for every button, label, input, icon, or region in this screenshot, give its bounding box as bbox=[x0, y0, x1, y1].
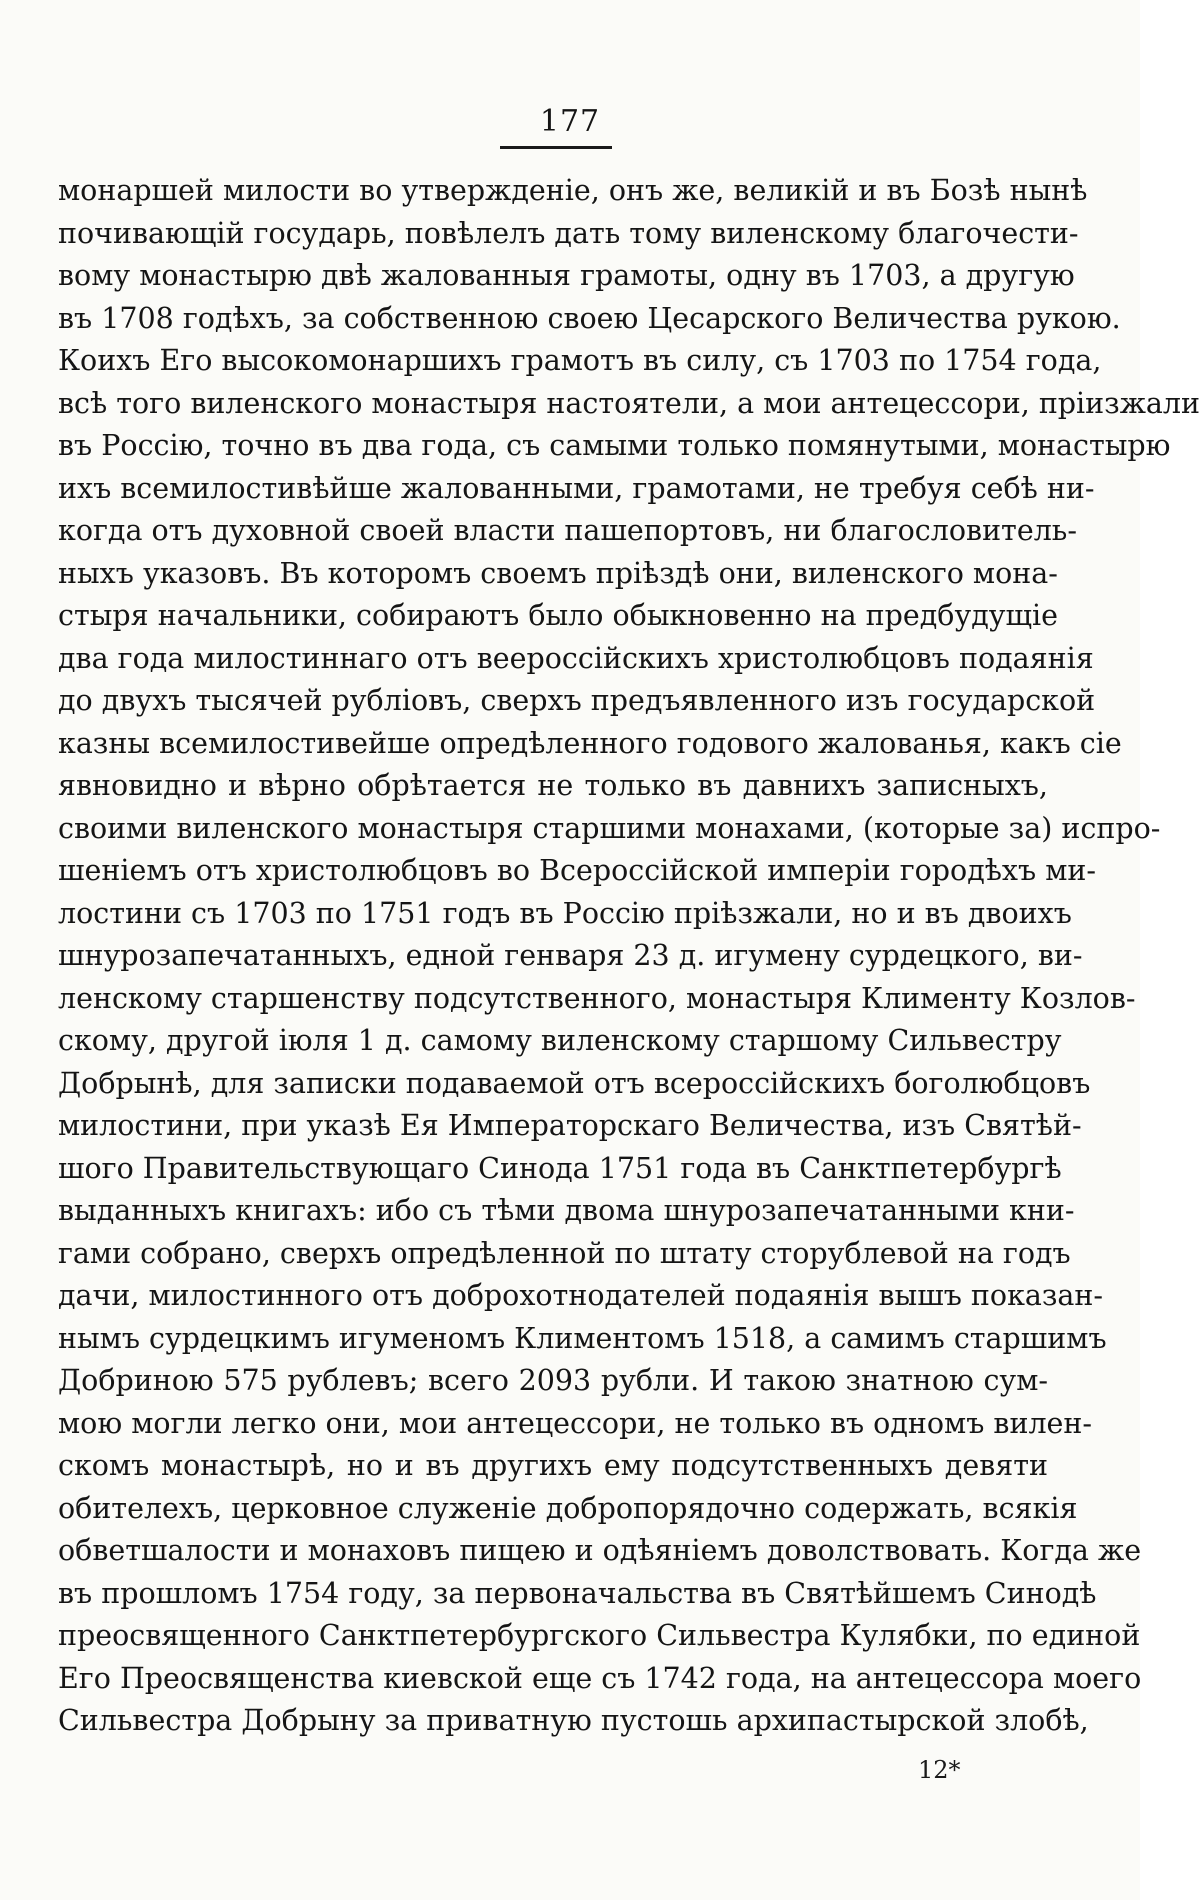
page-number: 177 bbox=[539, 104, 601, 139]
text-line: преосвященного Санктпетербургского Сильвестра Кулябки, по единой bbox=[58, 1619, 1141, 1652]
text-line: Добриною 575 рублевъ; всего 2093 рубли. И такою знатною сум- bbox=[58, 1364, 1048, 1397]
text-line: Сильвестра Добрыну за приватную пустошь архипастырской злобѣ, bbox=[58, 1704, 1089, 1737]
page-number-rule bbox=[500, 146, 612, 149]
text-line: шого Правительствующаго Синода 1751 года въ Санктпетербургѣ bbox=[58, 1151, 1062, 1185]
text-line: мою могли легко они, мои антецессори, не только въ одномъ вилен- bbox=[58, 1406, 1093, 1440]
text-line: дачи, милостинного отъ доброхотнодателей подаянія вышъ показан- bbox=[58, 1279, 1104, 1312]
text-line: выданныхъ книгахъ: ибо съ тѣми двома шнурозапечатанными кни- bbox=[58, 1194, 1075, 1227]
text-line: ихъ всемилостивѣйше жалованными, грамотами, не требуя себѣ ни- bbox=[58, 471, 1095, 505]
text-line: явновидно и вѣрно обрѣтается не только въ давнихъ записныхъ, bbox=[58, 769, 1048, 802]
text-line: ныхъ указовъ. Въ которомъ своемъ пріѣздѣ они, виленского мона- bbox=[58, 556, 1058, 590]
text-line: монаршей милости во утвержденіе, онъ же, великій и въ Бозѣ нынѣ bbox=[58, 174, 1088, 207]
text-line: своими виленского монастыря старшими монахами, (которые за) испро- bbox=[58, 811, 1161, 845]
text-line: казны всемилостивейше опредѣленного годового жалованья, какъ сіе bbox=[58, 726, 1122, 760]
text-line: нымъ сурдецкимъ игуменомъ Климентомъ 1518, а самимъ старшимъ bbox=[58, 1321, 1107, 1355]
text-line: обителехъ, церковное служеніе добропорядочно содержать, всякія bbox=[58, 1491, 1078, 1525]
text-line: въ Россію, точно въ два года, съ самыми только помянутыми, монастырю bbox=[58, 429, 1171, 462]
text-line: почивающій государь, повѣлелъ дать тому виленскому благочести- bbox=[58, 216, 1079, 250]
text-line: до двухъ тысячей рублiовъ, сверхъ предъявленного изъ государской bbox=[58, 684, 1096, 717]
text-line: въ прошломъ 1754 году, за первоначальства въ Святѣйшемъ Синодѣ bbox=[58, 1576, 1097, 1610]
text-line: Добрынѣ, для записки подаваемой отъ всероссійскихъ боголюбцовъ bbox=[58, 1066, 1091, 1100]
text-line: лостини съ 1703 по 1751 годъ въ Россію пріѣзжали, но и въ двоихъ bbox=[58, 896, 1072, 930]
text-line: два года милостиннаго отъ веероссійскихъ христолюбцовъ подаянія bbox=[58, 641, 1094, 675]
text-line: шнурозапечатанныхъ, едной генваря 23 д. игумену сурдецкого, ви- bbox=[58, 939, 1083, 972]
text-line: ленскому старшенству подсутственного, монастыря Клименту Козлов- bbox=[58, 981, 1136, 1015]
text-line: обветшалости и монаховъ пищею и одѣяніемъ доволствовать. Когда же bbox=[58, 1534, 1142, 1567]
text-line: всѣ того виленского монастыря настоятели, а мои антецессори, пріизжали bbox=[58, 386, 1200, 420]
text-line: скомъ монастырѣ, но и въ другихъ ему подсутственныхъ девяти bbox=[58, 1449, 1048, 1482]
text-line: вому монастырю двѣ жалованныя грамоты, одну въ 1703, а другую bbox=[58, 259, 1075, 292]
printer-signature-mark: 12* bbox=[918, 1756, 961, 1784]
text-line: скому, другой іюля 1 д. самому виленскому старшому Сильвестру bbox=[58, 1024, 1062, 1057]
text-line: въ 1708 годѣхъ, за собственною своею Цесарского Величества рукою. bbox=[58, 301, 1121, 335]
text-line: Коихъ Его высокомонаршихъ грамотъ въ силу, съ 1703 по 1754 года, bbox=[58, 344, 1102, 377]
text-line: шенiемъ отъ христолюбцовъ во Всероссійской имперіи городѣхъ ми- bbox=[58, 854, 1096, 887]
text-line: милостини, при указѣ Ея Императорскаго Величества, изъ Святѣй- bbox=[58, 1109, 1082, 1142]
text-line: когда отъ духовной своей власти пашепортовъ, ни благословитель- bbox=[58, 514, 1077, 547]
text-line: стыря начальники, собираютъ было обыкновенно на предбудущіе bbox=[58, 599, 1059, 632]
text-line: гами собрано, сверхъ опредѣленной по штату сторублевой на годъ bbox=[58, 1236, 1071, 1270]
body-text bbox=[58, 170, 1200, 1743]
text-line: Его Преосвященства киевской еще съ 1742 года, на антецессора моего bbox=[58, 1661, 1142, 1695]
